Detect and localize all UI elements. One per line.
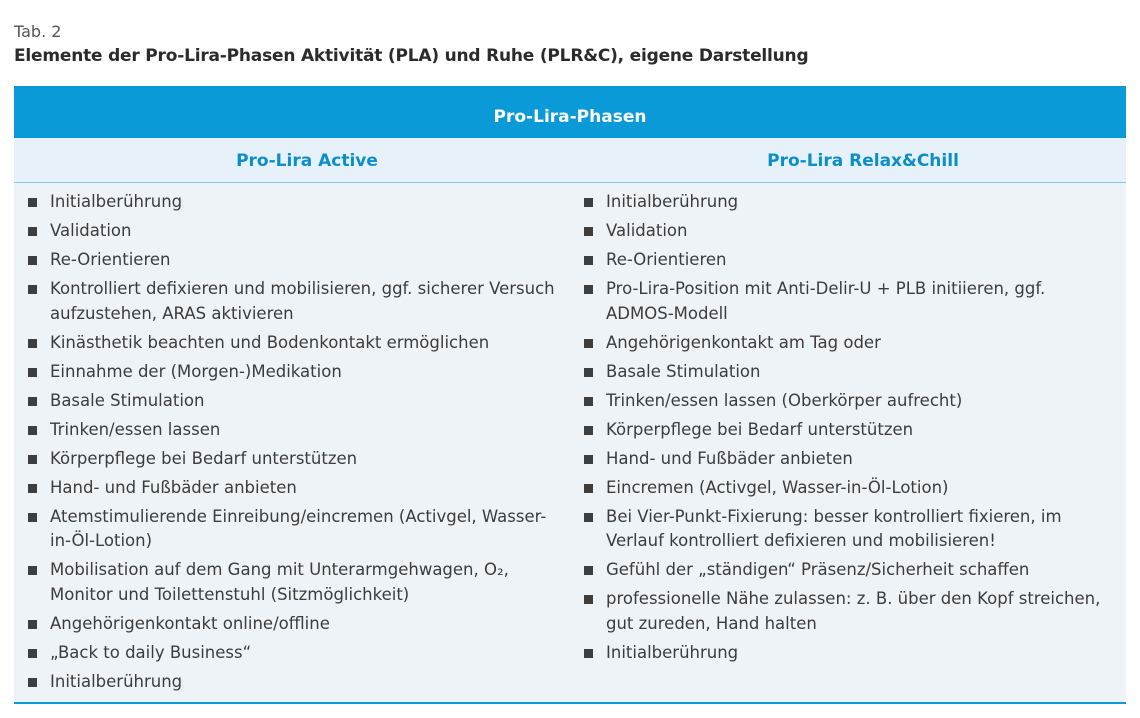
list-item (28, 558, 558, 607)
square-bullet-icon (584, 484, 593, 493)
column-title-active: Pro-Lira Active (236, 151, 378, 171)
list-item-text: Körperpflege bei Bedarf unterstützen (606, 419, 914, 439)
list-item-text: Atemstimulierende Einreibung/eincremen (Activgel, Wasser-in-Öl-Lotion) (50, 506, 547, 550)
list-item (584, 505, 1114, 554)
square-bullet-icon (584, 198, 593, 207)
list-item (584, 389, 1114, 414)
list-item-text: Initialberührung (50, 671, 183, 691)
relax-items-list (584, 190, 1114, 670)
square-bullet-icon (28, 455, 37, 464)
list-item-text: Hand- und Fußbäder anbieten (606, 448, 853, 468)
list-item-text: Eincremen (Activgel, Wasser-in-Öl-Lotion) (606, 477, 949, 497)
table-number-label: Tab. 2 (14, 22, 62, 41)
list-item (584, 447, 1114, 472)
square-bullet-icon (28, 620, 37, 629)
list-item (28, 331, 558, 356)
column-title-relax: Pro-Lira Relax&Chill (767, 151, 959, 171)
list-item-text: Körperpflege bei Bedarf unterstützen (50, 448, 358, 468)
list-item-text: Initialberührung (606, 192, 739, 211)
list-item-text: Validation (50, 221, 132, 240)
list-item-text: Angehörigenkontakt online/offline (50, 613, 330, 633)
square-bullet-icon (28, 198, 37, 207)
list-item-text: Initialberührung (606, 642, 739, 662)
list-item-text: Re-Orientieren (50, 250, 171, 269)
list-item-text: Trinken/essen lassen (Oberkörper aufrecht) (606, 390, 963, 410)
square-bullet-icon (28, 678, 37, 687)
list-item-text: Einnahme der (Morgen-)Medikation (50, 361, 342, 381)
column-header-relax (570, 138, 1126, 183)
square-bullet-icon (584, 256, 593, 265)
square-bullet-icon (28, 397, 37, 406)
list-item (28, 505, 558, 554)
square-bullet-icon (584, 368, 593, 377)
list-item (28, 219, 558, 244)
list-item (28, 476, 558, 501)
square-bullet-icon (584, 649, 593, 658)
list-item-text: Validation (606, 221, 688, 240)
list-item (584, 219, 1114, 244)
list-item (584, 418, 1114, 443)
list-item (584, 360, 1114, 385)
square-bullet-icon (584, 227, 593, 236)
list-item (28, 360, 558, 385)
square-bullet-icon (28, 256, 37, 265)
square-bullet-icon (584, 455, 593, 464)
list-item (28, 277, 558, 326)
table-title: Elemente der Pro-Lira-Phasen Aktivität (PLA) und Ruhe (PLR&C), eigene Darstellung (14, 46, 809, 66)
square-bullet-icon (28, 339, 37, 348)
list-item (28, 670, 558, 695)
list-item (28, 389, 558, 414)
table-header: Pro-Lira-Phasen (14, 86, 1126, 138)
list-item-text: Initialberührung (50, 192, 183, 211)
list-item-text: Pro-Lira-Position mit Anti-Delir-U + PLB initiieren, ggf. ADMOS-Modell (606, 279, 1046, 323)
list-item-text: Re-Orientieren (606, 250, 727, 269)
list-item-text: Angehörigenkontakt am Tag oder (606, 332, 881, 352)
list-item (28, 612, 558, 637)
list-item-text: Bei Vier-Punkt-Fixierung: besser kontrolliert fixieren, im Verlauf kontrolliert defixieren und mobilisieren! (606, 506, 1062, 550)
square-bullet-icon (28, 649, 37, 658)
list-item (584, 248, 1114, 273)
square-bullet-icon (584, 426, 593, 435)
list-item-text: Gefühl der „ständigen“ Präsenz/Sicherheit schaffen (606, 560, 1030, 579)
list-item (584, 190, 1114, 215)
list-item (28, 248, 558, 273)
pro-lira-table (14, 86, 1126, 704)
list-item (584, 587, 1114, 636)
column-header-active (14, 138, 570, 183)
square-bullet-icon (584, 285, 593, 294)
list-item-text: Kinästhetik beachten und Bodenkontakt ermöglichen (50, 332, 490, 352)
square-bullet-icon (28, 513, 37, 522)
list-item (584, 558, 1114, 583)
list-item (28, 190, 558, 215)
square-bullet-icon (584, 397, 593, 406)
list-item-text: professionelle Nähe zulassen: z. B. über den Kopf streichen, gut zureden, Hand halten (606, 589, 1101, 633)
list-item (584, 277, 1114, 326)
list-item-text: Mobilisation auf dem Gang mit Unterarmgehwagen, O₂, Monitor und Toilettenstuhl (Sitzmöglichkeit) (50, 560, 509, 604)
list-item-text: Trinken/essen lassen (50, 419, 221, 439)
list-item (584, 641, 1114, 666)
square-bullet-icon (28, 426, 37, 435)
list-item (584, 476, 1114, 501)
square-bullet-icon (28, 227, 37, 236)
list-item-text: „Back to daily Business“ (50, 642, 252, 662)
list-item (28, 641, 558, 666)
list-item (28, 447, 558, 472)
active-items-list (28, 190, 558, 699)
list-item-text: Hand- und Fußbäder anbieten (50, 477, 297, 497)
square-bullet-icon (584, 566, 593, 575)
square-bullet-icon (584, 595, 593, 604)
square-bullet-icon (584, 339, 593, 348)
table-bottom-rule (14, 702, 1126, 704)
square-bullet-icon (28, 285, 37, 294)
list-item (28, 418, 558, 443)
square-bullet-icon (584, 513, 593, 522)
square-bullet-icon (28, 484, 37, 493)
list-item-text: Basale Stimulation (606, 361, 761, 381)
list-item (584, 331, 1114, 356)
square-bullet-icon (28, 566, 37, 575)
list-item-text: Kontrolliert defixieren und mobilisieren, ggf. sicherer Versuch aufzustehen, ARAS aktivieren (50, 279, 555, 323)
list-item-text: Basale Stimulation (50, 390, 205, 410)
square-bullet-icon (28, 368, 37, 377)
